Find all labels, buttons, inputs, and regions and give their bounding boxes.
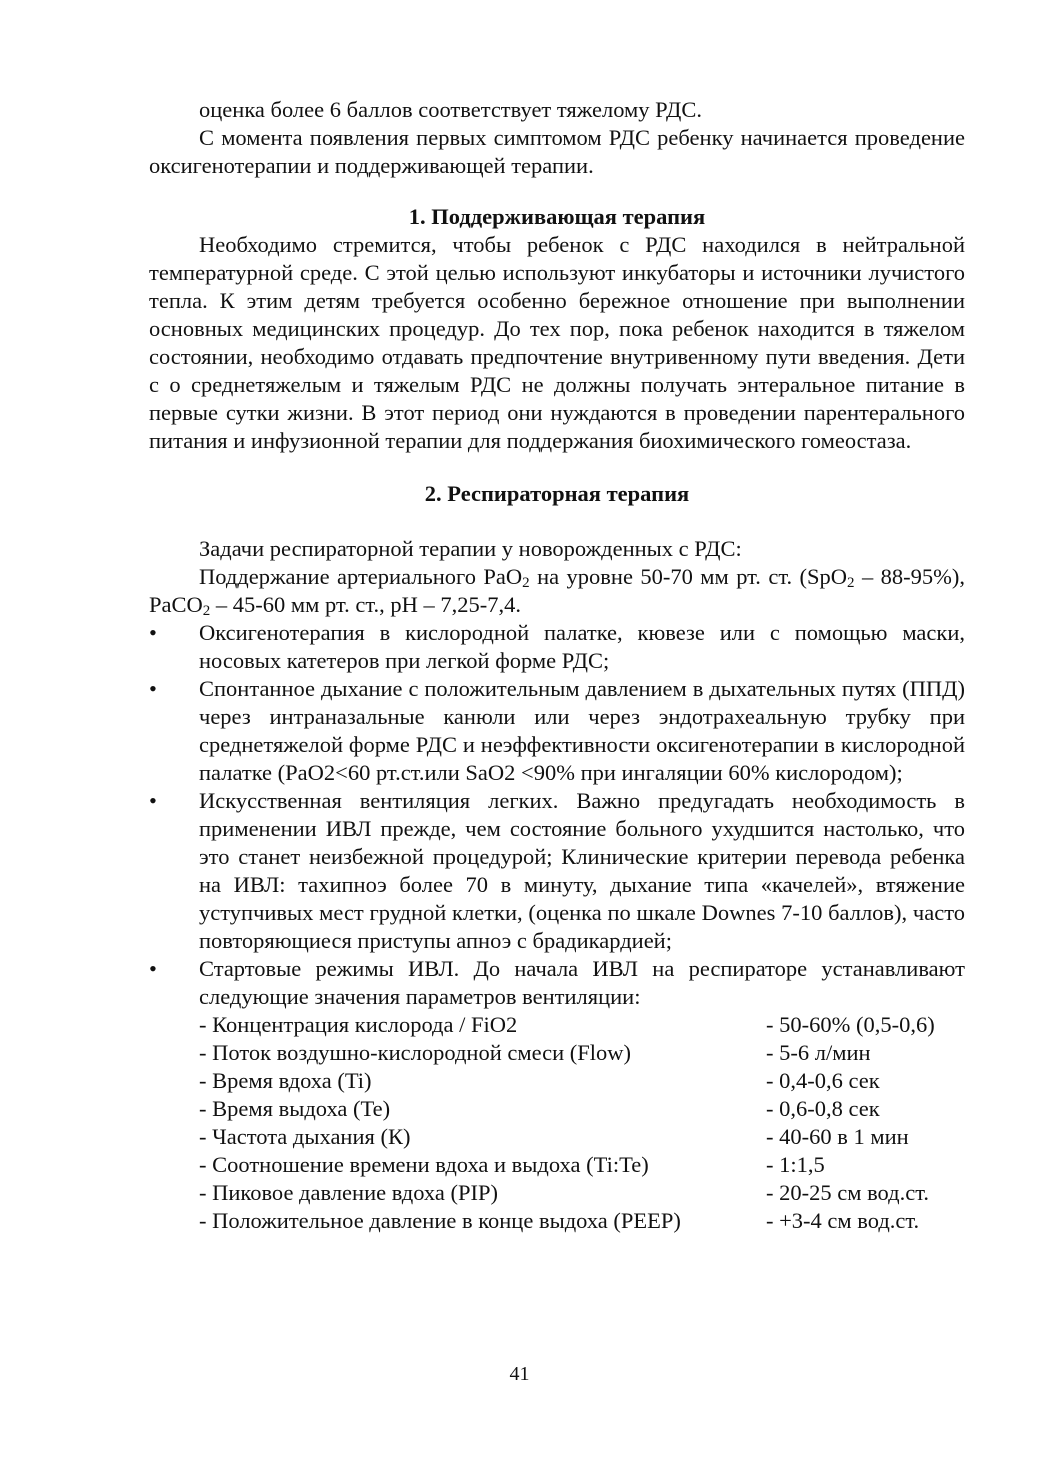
document-page: [149, 96, 965, 1235]
param-name: - Положительное давление в конце выдоха (PEEP): [199, 1208, 681, 1233]
param-value: - 40-60 в 1 мин: [766, 1124, 909, 1149]
list-item: • Оксигенотерапия в кислородной палатке, кювезе или с помощью маски, носовых катетеров при легкой форме РДС;: [149, 620, 965, 673]
param-row: [199, 1067, 965, 1095]
section1-heading: 1. Поддерживающая терапия: [408, 204, 706, 229]
param-name: - Время вдоха (Ti): [199, 1068, 372, 1093]
list-item: • Искусственная вентиляция легких. Важно предугадать необходимость в применении ИВЛ прежде, чем состояние больного ухудшится настолько, что это станет неизбежной процедурой; Клинические критерии перевода ребенка на ИВЛ: тахипноэ более 70 в минуту, дыхание типа «качелей», втяжение уступчивых мест грудной клетки, (оценка по шкале Downes 7-10 баллов), часто повторяющиеся приступы апноэ с брадикардией;: [149, 788, 965, 953]
param-value: - 0,6-0,8 сек: [766, 1096, 880, 1121]
param-value: - 20-25 см вод.ст.: [766, 1180, 929, 1205]
goal-paragraph: Поддержание артериального PaO$_2$ на уровне 50-70 мм рт. ст. (SpO$_2$ – 88-95%), PaCO$_2$ – 45-60 мм рт. ст., pH – 7,25-7,4.: [149, 564, 966, 619]
param-name: - Поток воздушно-кислородной смеси (Flow): [199, 1040, 632, 1065]
ventilation-parameters: [199, 1011, 965, 1235]
param-row: [199, 1151, 965, 1179]
param-row: [199, 1179, 965, 1207]
param-name: - Время выдоха (Te): [199, 1096, 391, 1121]
bullet-marker: •: [149, 620, 157, 645]
therapy-bullet-list: [149, 619, 965, 1011]
section1-paragraph: Необходимо стремится, чтобы ребенок с РДС находился в нейтральной температурной среде. С этой целью используют инкубаторы и источники лучистого тепла. К этим детям требуется особенно бережное отношение при выполнении основных медицинских процедур. До тех пор, пока ребенок находится в тяжелом состоянии, необходимо отдавать предпочтение внутривенному пути введения. Дети с о среднетяжелым и тяжелым РДС не должны получать энтеральное питание в первые сутки жизни. В этот период они нуждаются в проведении парентерального питания и инфузионной терапии для поддержания биохимического гомеостаза.: [149, 232, 965, 453]
param-value: - 0,4-0,6 сек: [766, 1068, 880, 1093]
param-value: - 5-6 л/мин: [766, 1040, 871, 1065]
param-row: [199, 1011, 965, 1039]
intro-line: оценка более 6 баллов соответствует тяжелому РДС.: [199, 97, 702, 122]
tasks-intro: Задачи респираторной терапии у новорожденных с РДС:: [199, 536, 742, 561]
param-row: [199, 1207, 965, 1235]
list-item: • Спонтанное дыхание с положительным давлением в дыхательных путях (ППД) через интраназальные канюли или через эндотрахеальную трубку при среднетяжелой форме РДС и неэффективности оксигенотерапии в кислородной палатке (PaO2<60 рт.ст.или SaO2 <90% при ингаляции 60% кислородом);: [149, 676, 965, 785]
param-name: - Соотношение времени вдоха и выдоха (Ti:Te): [199, 1152, 649, 1177]
bullet-marker: •: [149, 956, 157, 981]
param-name: - Концентрация кислорода / FiO2: [199, 1012, 518, 1037]
bullet-marker: •: [149, 788, 157, 813]
param-row: [199, 1095, 965, 1123]
section2-heading: 2. Респираторная терапия: [424, 481, 690, 506]
bullet-marker: •: [149, 676, 157, 701]
page-number: 41: [509, 1363, 530, 1385]
param-value: - +3-4 см вод.ст.: [766, 1208, 920, 1233]
param-name: - Частота дыхания (К): [199, 1124, 411, 1149]
param-value: - 1:1,5: [766, 1152, 825, 1177]
param-value: - 50-60% (0,5-0,6): [766, 1012, 935, 1037]
list-item: • Стартовые режимы ИВЛ. До начала ИВЛ на респираторе устанавливают следующие значения параметров вентиляции:: [149, 956, 965, 1009]
param-row: [199, 1123, 965, 1151]
intro-paragraph: С момента появления первых симптомом РДС ребенку начинается проведение оксигенотерапии и поддерживающей терапии.: [149, 125, 965, 178]
param-name: - Пиковое давление вдоха (PIP): [199, 1180, 498, 1205]
param-row: [199, 1039, 965, 1067]
